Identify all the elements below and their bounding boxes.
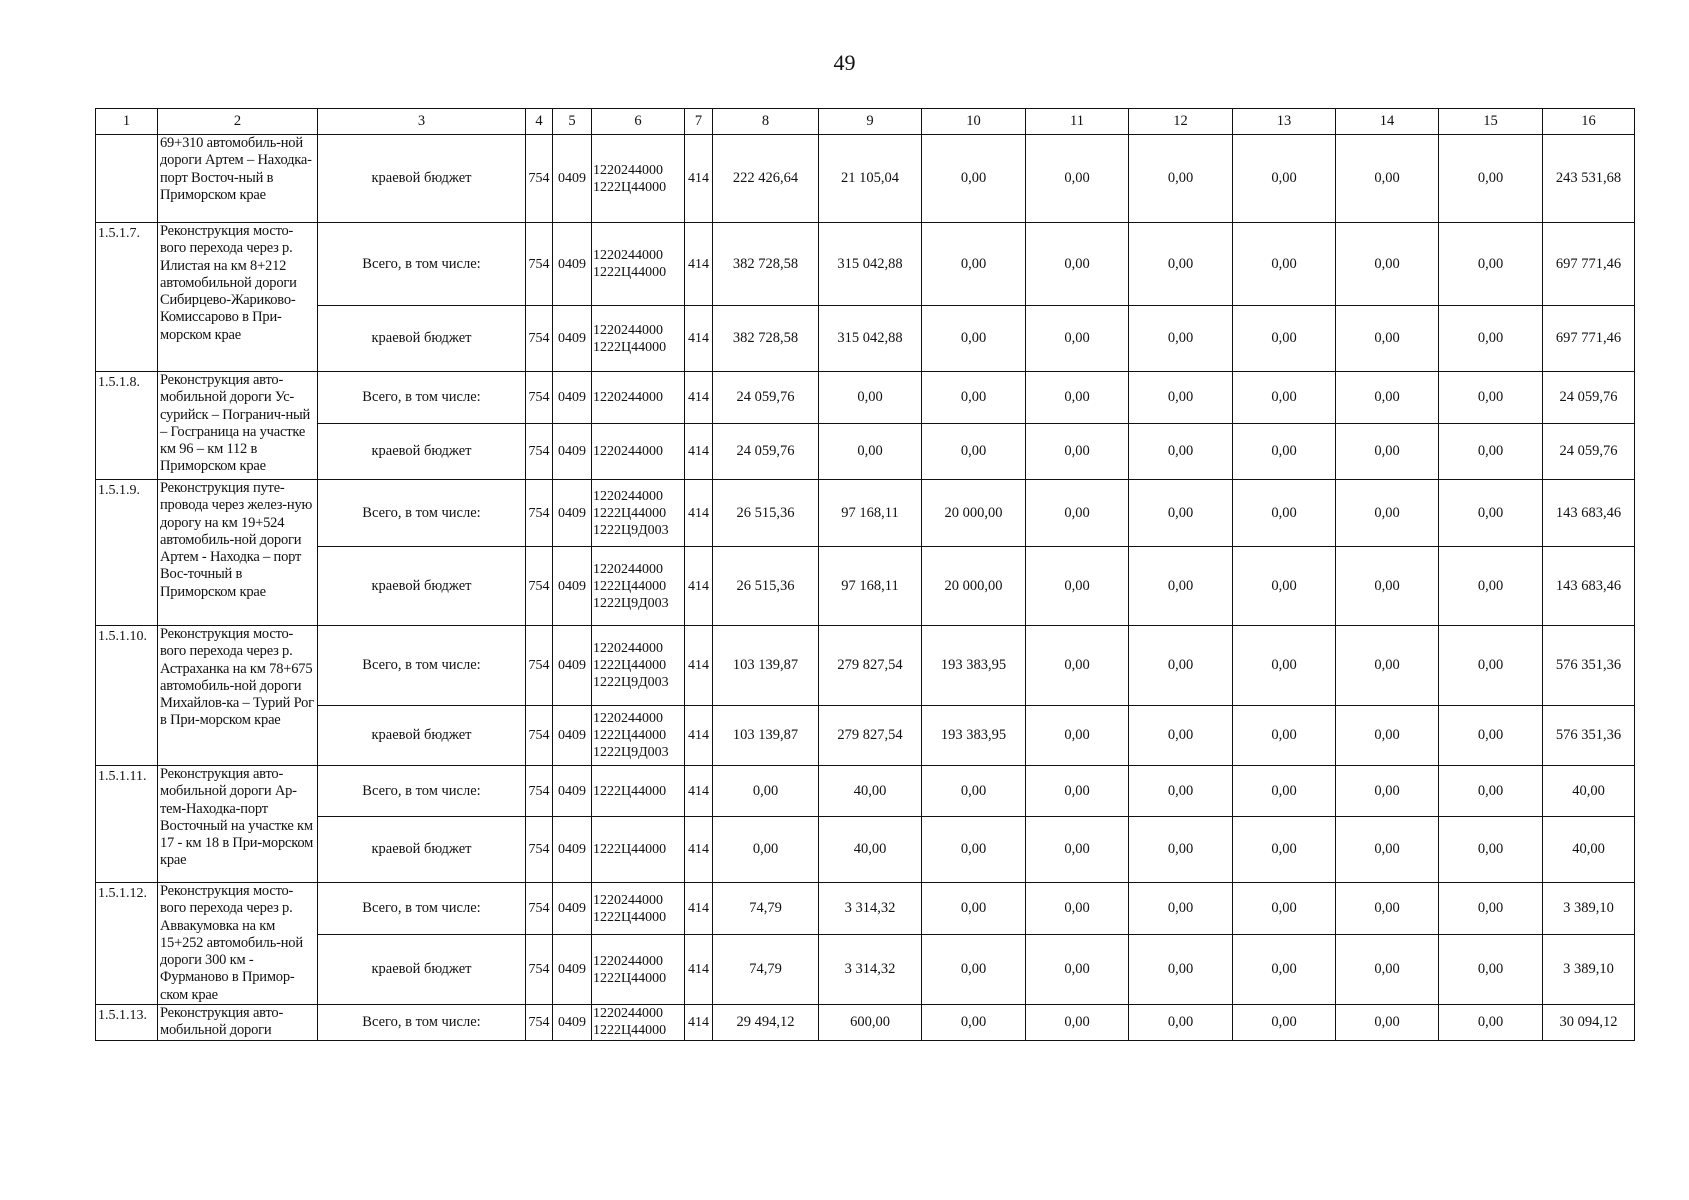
section-code: 0409 — [553, 883, 592, 935]
year-value: 0,00 — [1336, 1005, 1439, 1041]
year-value: 0,00 — [1336, 547, 1439, 626]
section-code: 0409 — [553, 424, 592, 480]
item-number: 1.5.1.7. — [96, 223, 158, 372]
header-cell: 1 — [96, 109, 158, 135]
target-article-code: 1222Ц44000 — [593, 1023, 667, 1039]
year-value: 0,00 — [1336, 883, 1439, 935]
year-value: 97 168,11 — [819, 480, 922, 547]
funding-source: краевой бюджет — [318, 135, 526, 223]
target-article-codes — [592, 626, 685, 706]
target-article-code: 1222Ц9Д003 — [593, 745, 669, 760]
year-value: 0,00 — [1439, 766, 1543, 817]
year-value: 0,00 — [819, 424, 922, 480]
table-row — [96, 706, 1635, 766]
item-name: Реконструкция авто-мобильной дороги Ус-сурийск – Погранич-ный – Госграница на участке км 96 – км 112 в Приморском крае — [158, 372, 318, 480]
expense-type-code: 414 — [685, 135, 713, 223]
target-article-code: 1222Ц44000 — [593, 970, 667, 986]
year-value: 0,00 — [1439, 935, 1543, 1005]
total-value: 697 771,46 — [1543, 306, 1635, 372]
year-value: 0,00 — [1129, 817, 1233, 883]
year-value: 222 426,64 — [713, 135, 819, 223]
total-value: 24 059,76 — [1543, 372, 1635, 424]
year-value: 0,00 — [1233, 706, 1336, 766]
year-value: 0,00 — [1336, 935, 1439, 1005]
target-article-code: 1220244000 — [593, 322, 663, 338]
year-value: 40,00 — [819, 817, 922, 883]
expense-type-code: 414 — [685, 424, 713, 480]
header-cell: 5 — [553, 109, 592, 135]
year-value: 0,00 — [1439, 1005, 1543, 1041]
table-row — [96, 1005, 1635, 1041]
year-value: 0,00 — [1439, 480, 1543, 547]
table-row — [96, 424, 1635, 480]
admin-code: 754 — [526, 817, 553, 883]
item-number: 1.5.1.8. — [96, 372, 158, 480]
year-value: 0,00 — [1026, 480, 1129, 547]
year-value: 0,00 — [1233, 135, 1336, 223]
year-value: 0,00 — [1336, 223, 1439, 306]
table-row — [96, 135, 1635, 223]
year-value: 193 383,95 — [922, 706, 1026, 766]
year-value: 0,00 — [922, 223, 1026, 306]
funding-source: Всего, в том числе: — [318, 766, 526, 817]
target-article-code: 1220244000 — [593, 390, 663, 405]
expense-type-code: 414 — [685, 480, 713, 547]
year-value: 0,00 — [1026, 1005, 1129, 1041]
year-value: 0,00 — [1129, 480, 1233, 547]
year-value: 0,00 — [1026, 135, 1129, 223]
total-value: 30 094,12 — [1543, 1005, 1635, 1041]
section-code: 0409 — [553, 626, 592, 706]
admin-code: 754 — [526, 547, 553, 626]
year-value: 0,00 — [713, 766, 819, 817]
year-value: 0,00 — [1129, 766, 1233, 817]
item-name: 69+310 автомобиль-ной дороги Артем – Находка-порт Восточ-ный в Приморском крае — [158, 135, 318, 223]
target-article-codes — [592, 135, 685, 223]
year-value: 382 728,58 — [713, 306, 819, 372]
year-value: 0,00 — [922, 135, 1026, 223]
year-value: 0,00 — [1439, 706, 1543, 766]
year-value: 20 000,00 — [922, 480, 1026, 547]
year-value: 0,00 — [922, 883, 1026, 935]
funding-source: краевой бюджет — [318, 424, 526, 480]
year-value: 0,00 — [1439, 817, 1543, 883]
table-row — [96, 883, 1635, 935]
header-cell: 3 — [318, 109, 526, 135]
expense-type-code: 414 — [685, 547, 713, 626]
item-name: Реконструкция путе-провода через желез-ную дорогу на км 19+524 автомобиль-ной дороги Артем - Находка – порт Вос-точный в Приморском крае — [158, 480, 318, 626]
header-cell: 8 — [713, 109, 819, 135]
table-row — [96, 935, 1635, 1005]
year-value: 0,00 — [1439, 424, 1543, 480]
funding-source: краевой бюджет — [318, 817, 526, 883]
target-article-code: 1220244000 — [593, 162, 663, 178]
expense-type-code: 414 — [685, 766, 713, 817]
target-article-codes — [592, 547, 685, 626]
target-article-code: 1220244000 — [593, 953, 663, 969]
target-article-code: 1220244000 — [593, 488, 663, 504]
target-article-code: 1222Ц9Д003 — [593, 595, 669, 611]
year-value: 193 383,95 — [922, 626, 1026, 706]
year-value: 29 494,12 — [713, 1005, 819, 1041]
admin-code: 754 — [526, 883, 553, 935]
target-article-code: 1222Ц44000 — [593, 728, 667, 743]
item-name: Реконструкция мосто-вого перехода через р. Астраханка на км 78+675 автомобиль-ной дороги Михайлов-ка – Турий Рог в При-морском крае — [158, 626, 318, 766]
year-value: 97 168,11 — [819, 547, 922, 626]
table-row — [96, 480, 1635, 547]
year-value: 0,00 — [922, 424, 1026, 480]
year-value: 0,00 — [1336, 766, 1439, 817]
funding-source: краевой бюджет — [318, 306, 526, 372]
year-value: 0,00 — [1233, 480, 1336, 547]
year-value: 0,00 — [922, 766, 1026, 817]
year-value: 26 515,36 — [713, 547, 819, 626]
header-cell: 12 — [1129, 109, 1233, 135]
target-article-code: 1222Ц44000 — [593, 179, 667, 195]
target-article-code: 1222Ц44000 — [593, 339, 667, 355]
year-value: 74,79 — [713, 883, 819, 935]
admin-code: 754 — [526, 766, 553, 817]
target-article-codes — [592, 1005, 685, 1041]
year-value: 0,00 — [1233, 883, 1336, 935]
year-value: 0,00 — [922, 1005, 1026, 1041]
target-article-code: 1220244000 — [593, 641, 663, 656]
year-value: 0,00 — [1129, 547, 1233, 626]
item-name: Реконструкция авто-мобильной дороги Ар-тем-Находка-порт Восточный на участке км 17 - км 18 в При-морском крае — [158, 766, 318, 883]
year-value: 0,00 — [1129, 626, 1233, 706]
target-article-codes — [592, 306, 685, 372]
year-value: 0,00 — [1129, 1005, 1233, 1041]
admin-code: 754 — [526, 480, 553, 547]
year-value: 0,00 — [1233, 547, 1336, 626]
year-value: 0,00 — [1336, 424, 1439, 480]
table-row — [96, 372, 1635, 424]
year-value: 0,00 — [1129, 223, 1233, 306]
year-value: 0,00 — [1233, 817, 1336, 883]
target-article-code: 1222Ц9Д003 — [593, 522, 669, 538]
year-value: 0,00 — [713, 817, 819, 883]
item-number: 1.5.1.12. — [96, 883, 158, 1005]
header-cell: 16 — [1543, 109, 1635, 135]
year-value: 3 314,32 — [819, 883, 922, 935]
year-value: 315 042,88 — [819, 223, 922, 306]
table-row — [96, 626, 1635, 706]
year-value: 0,00 — [1026, 223, 1129, 306]
year-value: 0,00 — [1336, 706, 1439, 766]
year-value: 0,00 — [922, 817, 1026, 883]
admin-code: 754 — [526, 424, 553, 480]
admin-code: 754 — [526, 223, 553, 306]
year-value: 0,00 — [1026, 372, 1129, 424]
year-value: 74,79 — [713, 935, 819, 1005]
target-article-code: 1222Ц44000 — [593, 578, 667, 594]
year-value: 0,00 — [1439, 547, 1543, 626]
year-value: 382 728,58 — [713, 223, 819, 306]
target-article-codes — [592, 766, 685, 817]
year-value: 24 059,76 — [713, 372, 819, 424]
year-value: 0,00 — [1026, 706, 1129, 766]
header-cell: 11 — [1026, 109, 1129, 135]
header-cell: 6 — [592, 109, 685, 135]
item-name: Реконструкция мосто-вого перехода через р. Аввакумовка на км 15+252 автомобиль-ной дороги 300 км - Фурманово в Примор-ском крае — [158, 883, 318, 1005]
target-article-code: 1220244000 — [593, 892, 663, 908]
year-value: 279 827,54 — [819, 626, 922, 706]
expense-type-code: 414 — [685, 626, 713, 706]
year-value: 0,00 — [922, 372, 1026, 424]
header-cell: 7 — [685, 109, 713, 135]
total-value: 3 389,10 — [1543, 935, 1635, 1005]
table-row — [96, 547, 1635, 626]
year-value: 0,00 — [1233, 1005, 1336, 1041]
year-value: 0,00 — [1233, 372, 1336, 424]
funding-source: Всего, в том числе: — [318, 1005, 526, 1041]
section-code: 0409 — [553, 766, 592, 817]
target-article-code: 1220244000 — [593, 444, 663, 459]
year-value: 0,00 — [1439, 306, 1543, 372]
year-value: 20 000,00 — [922, 547, 1026, 626]
year-value: 0,00 — [922, 306, 1026, 372]
year-value: 0,00 — [1129, 135, 1233, 223]
year-value: 0,00 — [1336, 480, 1439, 547]
year-value: 0,00 — [1026, 766, 1129, 817]
total-value: 697 771,46 — [1543, 223, 1635, 306]
year-value: 103 139,87 — [713, 626, 819, 706]
header-cell: 4 — [526, 109, 553, 135]
year-value: 0,00 — [1439, 372, 1543, 424]
admin-code: 754 — [526, 626, 553, 706]
total-value: 576 351,36 — [1543, 706, 1635, 766]
year-value: 0,00 — [1129, 883, 1233, 935]
target-article-code: 1222Ц44000 — [593, 505, 667, 521]
target-article-code: 1222Ц44000 — [593, 842, 667, 857]
target-article-code: 1222Ц44000 — [593, 265, 667, 280]
target-article-code: 1220244000 — [593, 1006, 663, 1022]
year-value: 40,00 — [819, 766, 922, 817]
total-value: 24 059,76 — [1543, 424, 1635, 480]
target-article-code: 1222Ц44000 — [593, 783, 667, 799]
funding-source: Всего, в том числе: — [318, 480, 526, 547]
section-code: 0409 — [553, 480, 592, 547]
target-article-codes — [592, 424, 685, 480]
year-value: 315 042,88 — [819, 306, 922, 372]
section-code: 0409 — [553, 372, 592, 424]
target-article-codes — [592, 480, 685, 547]
year-value: 0,00 — [1439, 135, 1543, 223]
year-value: 0,00 — [1233, 935, 1336, 1005]
header-cell: 14 — [1336, 109, 1439, 135]
year-value: 0,00 — [1233, 223, 1336, 306]
table-row — [96, 817, 1635, 883]
header-cell: 10 — [922, 109, 1026, 135]
budget-table — [95, 108, 1635, 1041]
admin-code: 754 — [526, 1005, 553, 1041]
year-value: 0,00 — [1026, 817, 1129, 883]
section-code: 0409 — [553, 223, 592, 306]
year-value: 0,00 — [1026, 424, 1129, 480]
admin-code: 754 — [526, 306, 553, 372]
total-value: 576 351,36 — [1543, 626, 1635, 706]
admin-code: 754 — [526, 135, 553, 223]
year-value: 24 059,76 — [713, 424, 819, 480]
target-article-code: 1220244000 — [593, 561, 663, 577]
year-value: 0,00 — [1439, 223, 1543, 306]
section-code: 0409 — [553, 706, 592, 766]
target-article-code: 1222Ц9Д003 — [593, 675, 669, 690]
year-value: 0,00 — [1129, 306, 1233, 372]
year-value: 0,00 — [1233, 424, 1336, 480]
item-number: 1.5.1.13. — [96, 1005, 158, 1041]
year-value: 0,00 — [1233, 766, 1336, 817]
year-value: 0,00 — [1129, 372, 1233, 424]
funding-source: Всего, в том числе: — [318, 626, 526, 706]
section-code: 0409 — [553, 935, 592, 1005]
year-value: 0,00 — [922, 935, 1026, 1005]
year-value: 0,00 — [1439, 626, 1543, 706]
header-cell: 9 — [819, 109, 922, 135]
section-code: 0409 — [553, 817, 592, 883]
header-row — [96, 109, 1635, 135]
total-value: 243 531,68 — [1543, 135, 1635, 223]
year-value: 0,00 — [1233, 306, 1336, 372]
year-value: 0,00 — [1026, 306, 1129, 372]
year-value: 0,00 — [1129, 706, 1233, 766]
item-name: Реконструкция авто-мобильной дороги — [158, 1005, 318, 1041]
year-value: 103 139,87 — [713, 706, 819, 766]
year-value: 0,00 — [1026, 547, 1129, 626]
funding-source: Всего, в том числе: — [318, 883, 526, 935]
header-cell: 2 — [158, 109, 318, 135]
target-article-codes — [592, 706, 685, 766]
header-cell: 15 — [1439, 109, 1543, 135]
target-article-codes — [592, 223, 685, 306]
year-value: 0,00 — [1129, 935, 1233, 1005]
year-value: 0,00 — [819, 372, 922, 424]
target-article-codes — [592, 883, 685, 935]
year-value: 0,00 — [1336, 135, 1439, 223]
total-value: 3 389,10 — [1543, 883, 1635, 935]
target-article-codes — [592, 372, 685, 424]
expense-type-code: 414 — [685, 306, 713, 372]
section-code: 0409 — [553, 306, 592, 372]
year-value: 0,00 — [1336, 306, 1439, 372]
year-value: 21 105,04 — [819, 135, 922, 223]
expense-type-code: 414 — [685, 883, 713, 935]
expense-type-code: 414 — [685, 817, 713, 883]
item-number: 1.5.1.10. — [96, 626, 158, 766]
page-number: 49 — [833, 50, 856, 75]
target-article-code: 1220244000 — [593, 711, 663, 726]
table-row — [96, 306, 1635, 372]
year-value: 0,00 — [1336, 817, 1439, 883]
target-article-code: 1222Ц44000 — [593, 909, 667, 925]
year-value: 279 827,54 — [819, 706, 922, 766]
total-value: 143 683,46 — [1543, 480, 1635, 547]
target-article-codes — [592, 817, 685, 883]
funding-source: Всего, в том числе: — [318, 223, 526, 306]
total-value: 40,00 — [1543, 817, 1635, 883]
item-name: Реконструкция мосто-вого перехода через р. Илистая на км 8+212 автомобильной дороги Сибирцево-Жариково-Комиссарово в При-морском крае — [158, 223, 318, 372]
item-number: 1.5.1.9. — [96, 480, 158, 626]
section-code: 0409 — [553, 1005, 592, 1041]
expense-type-code: 414 — [685, 223, 713, 306]
funding-source: Всего, в том числе: — [318, 372, 526, 424]
section-code: 0409 — [553, 135, 592, 223]
expense-type-code: 414 — [685, 1005, 713, 1041]
year-value: 0,00 — [1336, 372, 1439, 424]
item-number — [96, 135, 158, 223]
table-body — [96, 109, 1635, 1041]
funding-source: краевой бюджет — [318, 935, 526, 1005]
funding-source: краевой бюджет — [318, 547, 526, 626]
section-code: 0409 — [553, 547, 592, 626]
target-article-codes — [592, 935, 685, 1005]
admin-code: 754 — [526, 706, 553, 766]
target-article-code: 1222Ц44000 — [593, 658, 667, 673]
expense-type-code: 414 — [685, 372, 713, 424]
year-value: 600,00 — [819, 1005, 922, 1041]
target-article-code: 1220244000 — [593, 248, 663, 263]
header-cell: 13 — [1233, 109, 1336, 135]
table-row — [96, 223, 1635, 306]
total-value: 143 683,46 — [1543, 547, 1635, 626]
year-value: 0,00 — [1026, 935, 1129, 1005]
year-value: 0,00 — [1026, 626, 1129, 706]
year-value: 0,00 — [1439, 883, 1543, 935]
year-value: 26 515,36 — [713, 480, 819, 547]
year-value: 0,00 — [1336, 626, 1439, 706]
funding-source: краевой бюджет — [318, 706, 526, 766]
total-value: 40,00 — [1543, 766, 1635, 817]
year-value: 0,00 — [1026, 883, 1129, 935]
table-row — [96, 766, 1635, 817]
item-number: 1.5.1.11. — [96, 766, 158, 883]
admin-code: 754 — [526, 372, 553, 424]
year-value: 3 314,32 — [819, 935, 922, 1005]
year-value: 0,00 — [1129, 424, 1233, 480]
expense-type-code: 414 — [685, 706, 713, 766]
admin-code: 754 — [526, 935, 553, 1005]
year-value: 0,00 — [1233, 626, 1336, 706]
expense-type-code: 414 — [685, 935, 713, 1005]
